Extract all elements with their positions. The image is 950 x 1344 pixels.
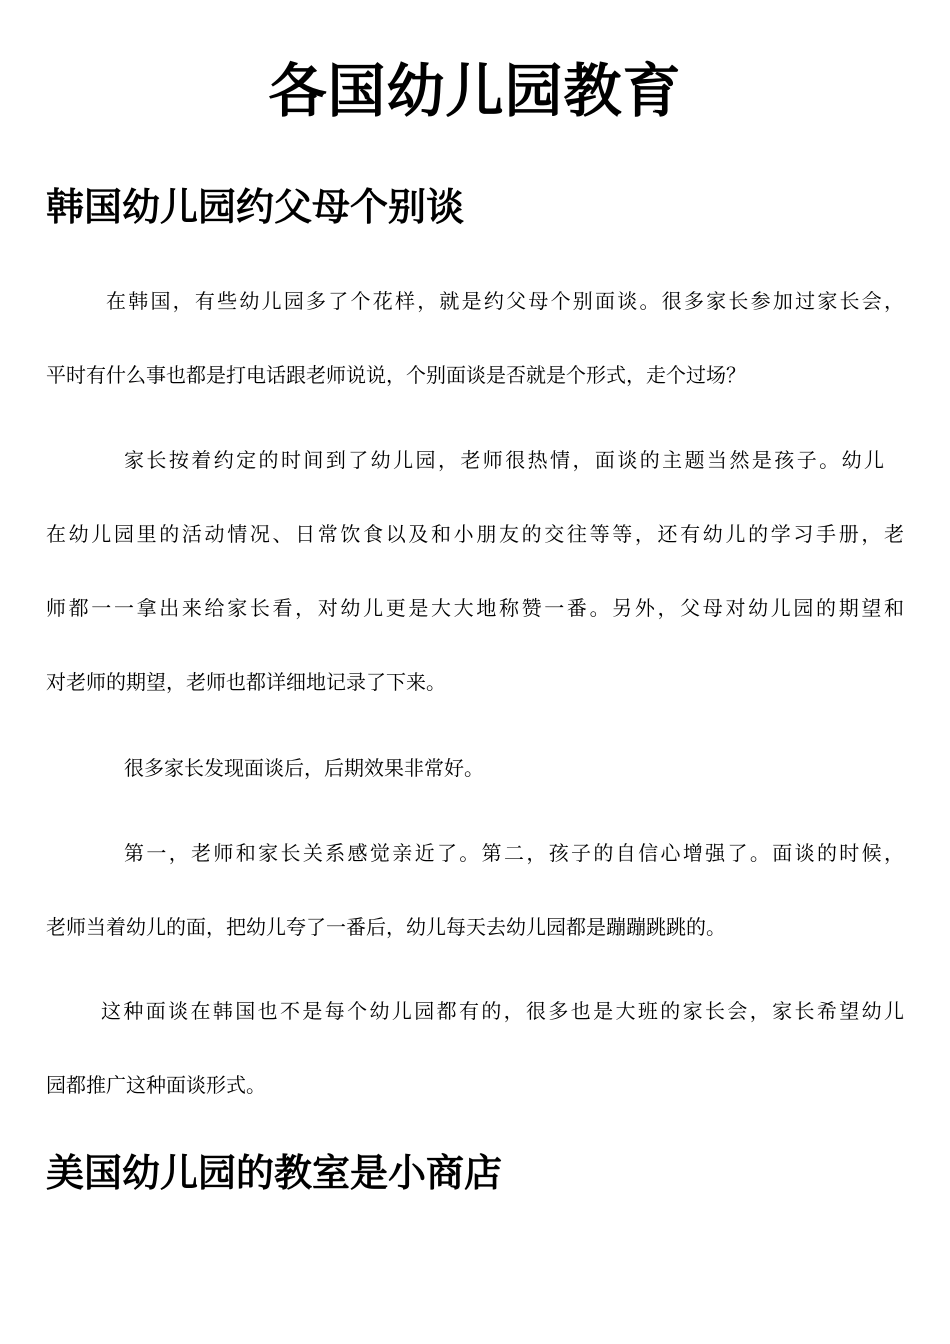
paragraph-line: 师都一一拿出来给家长看，对幼儿更是大大地称赞一番。另外，父母对幼儿园的期望和 xyxy=(46,596,904,620)
paragraph-line: 第一，老师和家长关系感觉亲近了。第二，孩子的自信心增强了。面谈的时候， xyxy=(124,841,904,865)
paragraph xyxy=(46,731,904,805)
paragraph-line: 对老师的期望，老师也都详细地记录了下来。 xyxy=(46,670,446,694)
paragraph-line: 平时有什么事也都是打电话跟老师说说，个别面谈是否就是个形式，走个过场？ xyxy=(46,363,746,387)
paragraph xyxy=(46,816,904,964)
paragraph-line: 在幼儿园里的活动情况、日常饮食以及和小朋友的交往等等，还有幼儿的学习手册，老 xyxy=(46,522,904,546)
section-heading-usa: 美国幼儿园的教室是小商店 xyxy=(46,1151,503,1195)
paragraph-line: 家长按着约定的时间到了幼儿园，老师很热情，面谈的主题当然是孩子。幼儿 xyxy=(124,448,884,472)
paragraph xyxy=(46,264,904,412)
paragraph-line: 这种面谈在韩国也不是每个幼儿园都有的，很多也是大班的家长会，家长希望幼儿 xyxy=(101,999,904,1023)
section-heading-korea: 韩国幼儿园约父母个别谈 xyxy=(46,185,465,229)
paragraph xyxy=(46,423,904,719)
document-title: 各国幼儿园教育 xyxy=(268,57,682,125)
paragraph-line: 在韩国，有些幼儿园多了个花样，就是约父母个别面谈。很多家长参加过家长会， xyxy=(106,289,904,313)
paragraph-line: 园都推广这种面谈形式。 xyxy=(46,1073,266,1097)
paragraph-line: 很多家长发现面谈后，后期效果非常好。 xyxy=(124,756,484,780)
paragraph xyxy=(46,974,904,1122)
paragraph-line: 老师当着幼儿的面，把幼儿夸了一番后，幼儿每天去幼儿园都是蹦蹦跳跳的。 xyxy=(46,915,726,939)
